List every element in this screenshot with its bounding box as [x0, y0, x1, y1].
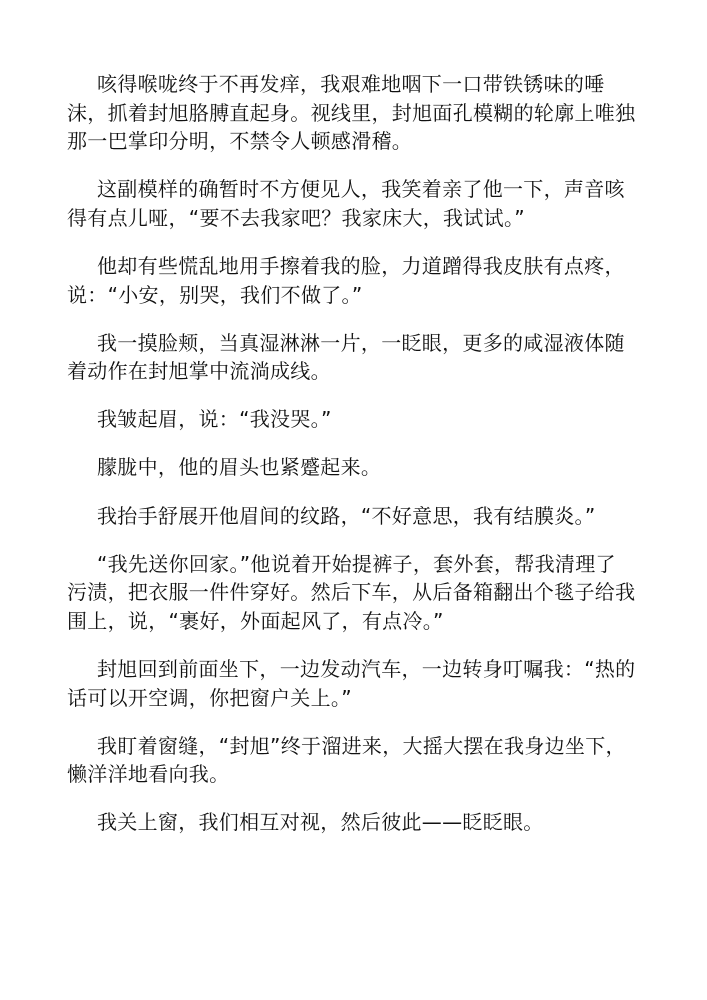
- paragraph: [67, 175, 647, 232]
- text-line: 得有点儿哑，“要不去我家吧？我家床大，我试试。”: [67, 205, 525, 230]
- text-line: 沫，抓着封旭胳膊直起身。视线里，封旭面孔模糊的轮廓上唯独: [67, 100, 636, 125]
- text-line: 他却有些慌乱地用手擦着我的脸，力道蹭得我皮肤有点疼，: [97, 253, 625, 278]
- paragraph: [67, 808, 647, 837]
- text-line: 说：“小安，别哭，我们不做了。”: [67, 282, 363, 307]
- text-line: 我皱起眉，说：“我没哭。”: [97, 407, 332, 432]
- text-line: “我先送你回家。”他说着开始提裤子，套外套，帮我清理了: [97, 551, 616, 576]
- paragraph: [67, 405, 647, 434]
- text-line: 咳得喉咙终于不再发痒，我艰难地咽下一口带铁锈味的唾: [97, 72, 605, 96]
- paragraph: [67, 550, 647, 636]
- text-line: 那一巴掌印分明，不禁令人顿感滑稽。: [67, 129, 413, 154]
- text-line: 我关上窗，我们相互对视，然后彼此——眨眨眼。: [97, 810, 544, 835]
- text-line: 朦胧中，他的眉头也紧蹙起来。: [97, 455, 382, 480]
- text-line: 我盯着窗缝，“封旭”终于溜进来，大摇大摆在我身边坐下，: [97, 733, 626, 758]
- paragraph: [67, 732, 647, 789]
- text-line: 我一摸脸颊，当真湿淋淋一片，一眨眼，更多的咸湿液体随: [97, 330, 625, 355]
- text-line: 围上，说，“裹好，外面起风了，有点冷。”: [67, 608, 444, 633]
- text-line: 懒洋洋地看向我。: [67, 762, 230, 787]
- document-page: [67, 70, 647, 856]
- paragraph: [67, 70, 647, 156]
- paragraph: [67, 329, 647, 386]
- text-line: 我抬手舒展开他眉间的纹路，“不好意思，我有结膜炎。”: [97, 503, 596, 528]
- paragraph: [67, 252, 647, 309]
- paragraph: [67, 655, 647, 712]
- text-line: 污渍，把衣服一件件穿好。然后下车，从后备箱翻出个毯子给我: [67, 580, 636, 605]
- text-line: 着动作在封旭掌中流淌成线。: [67, 359, 331, 384]
- text-line: 这副模样的确暂时不方便见人，我笑着亲了他一下，声音咳: [97, 177, 625, 202]
- text-line: 话可以开空调，你把窗户关上。”: [67, 685, 352, 710]
- paragraph: [67, 453, 647, 482]
- text-line: 封旭回到前面坐下，一边发动汽车，一边转身叮嘱我：“热的: [97, 656, 636, 681]
- paragraph: [67, 502, 647, 531]
